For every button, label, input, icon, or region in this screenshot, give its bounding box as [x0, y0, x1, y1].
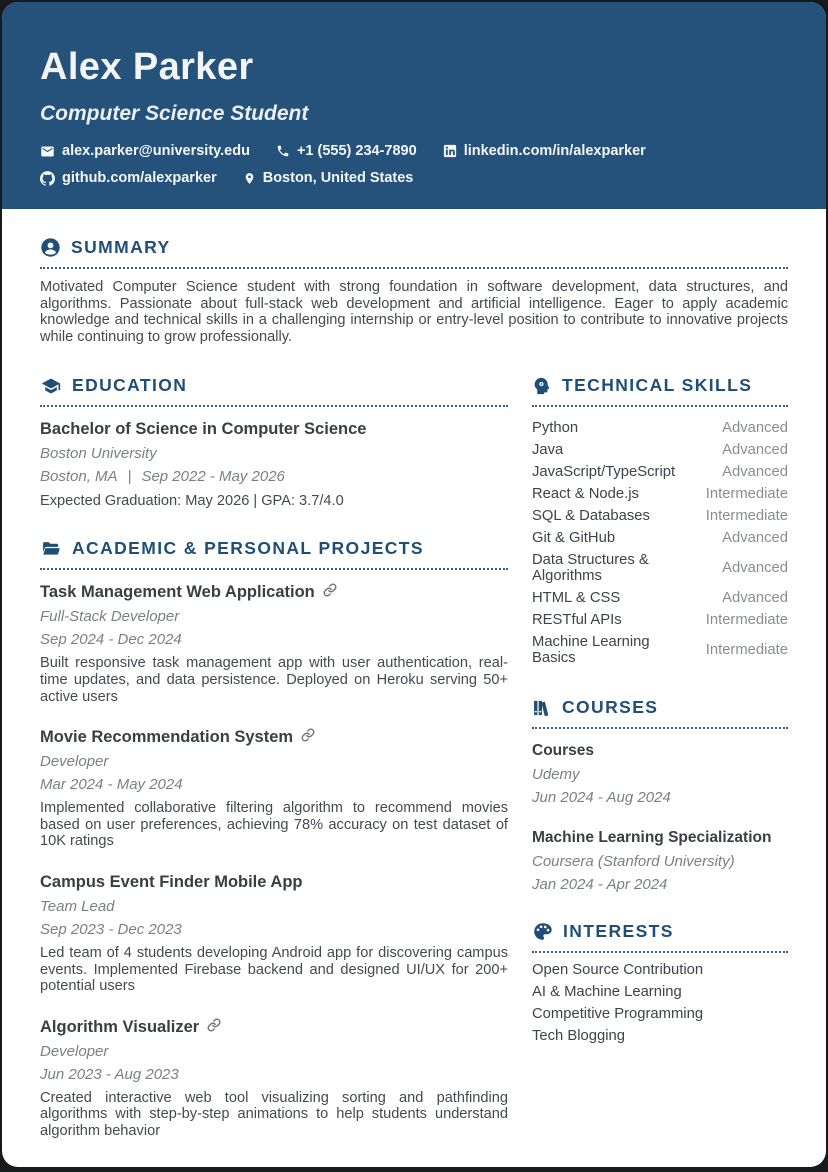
skill-level: Intermediate: [705, 508, 788, 525]
skill-name: Java: [532, 442, 564, 459]
skill-name: Git & GitHub: [532, 530, 616, 547]
skill-row: [532, 505, 788, 527]
education-dates: Sep 2022 - May 2026: [141, 468, 285, 486]
project-item: [40, 1017, 508, 1140]
course-dates: Jan 2024 - Apr 2024: [532, 876, 668, 894]
project-dates: Sep 2024 - Dec 2024: [40, 631, 182, 649]
skills-section: [532, 375, 788, 669]
summary-title: SUMMARY: [71, 237, 171, 257]
skill-name: Machine Learning Basics: [532, 634, 650, 667]
skill-row: [532, 549, 788, 587]
project-name: [40, 582, 508, 602]
skill-row: [532, 609, 788, 631]
skill-level: Advanced: [722, 464, 788, 481]
skill-level: Intermediate: [705, 612, 788, 629]
contact-github[interactable]: [40, 170, 217, 186]
interest-item: Open Source Contribution: [532, 962, 704, 979]
courses-title: COURSES: [562, 697, 659, 718]
contact-email-text: alex.parker@university.edu: [62, 143, 250, 159]
contact-phone-text: +1 (555) 234-7890: [296, 143, 417, 159]
project-name-text: Campus Event Finder Mobile App: [40, 872, 303, 891]
person-name: Alex Parker: [40, 46, 254, 88]
courses-section-header: [532, 697, 788, 729]
skill-level: Advanced: [722, 442, 788, 459]
project-dates: Mar 2024 - May 2024: [40, 776, 183, 794]
project-description: Created interactive web tool visualizing sorting and pathfinding algorithms with step-by-step animations to help students understand algorithm behavior: [40, 1089, 508, 1139]
contact-location: [243, 170, 414, 186]
projects-section: [40, 538, 508, 1139]
skill-row: [532, 461, 788, 483]
project-name: [40, 727, 508, 747]
school-name: Boston University: [40, 445, 157, 463]
contact-github-text: github.com/alexparker: [62, 170, 217, 186]
location-icon: [243, 171, 256, 186]
head-side-icon: [532, 376, 552, 396]
folder-open-icon: [40, 539, 62, 558]
skill-name: RESTful APIs: [532, 612, 622, 629]
education-section: [40, 375, 508, 510]
project-name-text: Task Management Web Application: [40, 583, 315, 602]
user-circle-icon: [40, 237, 61, 258]
project-role: Developer: [40, 753, 109, 771]
skill-level: Advanced: [722, 420, 788, 437]
link-icon[interactable]: [323, 582, 337, 602]
skill-name: SQL & Databases: [532, 508, 650, 525]
interests-section-header: [532, 921, 788, 953]
skill-name: React & Node.js: [532, 486, 639, 503]
contact-list: [40, 143, 680, 186]
skill-row: [532, 631, 788, 669]
skill-row: [532, 587, 788, 609]
skills-title: TECHNICAL SKILLS: [562, 375, 753, 396]
degree-name: Bachelor of Science in Computer Science: [40, 420, 367, 439]
skills-list: [532, 417, 788, 669]
course-item: [532, 741, 788, 806]
books-icon: [532, 698, 552, 718]
project-role: Team Lead: [40, 897, 115, 915]
project-role: Full-Stack Developer: [40, 608, 180, 626]
skill-row: [532, 527, 788, 549]
palette-icon: [532, 921, 553, 942]
summary-section-header: [40, 237, 788, 269]
education-location-dates: [40, 468, 508, 485]
skill-name: Python: [532, 420, 579, 437]
right-column: [532, 375, 788, 1139]
skill-name: JavaScript/TypeScript: [532, 464, 676, 481]
course-item: [532, 828, 788, 893]
project-name: [40, 872, 508, 892]
course-dates: Jun 2024 - Aug 2024: [532, 789, 671, 807]
email-icon: [40, 144, 55, 159]
project-dates: Sep 2023 - Dec 2023: [40, 920, 182, 938]
project-item: [40, 727, 508, 850]
course-provider: Coursera (Stanford University): [532, 853, 735, 871]
education-title: EDUCATION: [72, 375, 188, 396]
skill-level: Advanced: [722, 560, 788, 577]
github-icon: [40, 171, 55, 186]
project-item: [40, 872, 508, 995]
link-icon[interactable]: [301, 727, 315, 747]
skill-level: Intermediate: [705, 642, 788, 659]
project-description: Led team of 4 students developing Android app for discovering campus events. Implemented Firebase backend and designed UI/UX for 200+ potential users: [40, 944, 508, 995]
skill-name: HTML & CSS: [532, 590, 621, 607]
resume-header: [2, 2, 826, 209]
education-entry: [40, 419, 508, 510]
project-description: Built responsive task management app with user authentication, real-time updates, and data persistence. Deployed on Heroku serving 50+ active users: [40, 655, 508, 705]
project-dates: Jun 2023 - Aug 2023: [40, 1065, 179, 1083]
linkedin-icon: [443, 144, 457, 158]
skill-level: Advanced: [722, 530, 788, 547]
project-name: [40, 1017, 508, 1037]
left-column: [40, 375, 508, 1139]
contact-linkedin[interactable]: [443, 143, 646, 159]
skill-level: Intermediate: [705, 486, 788, 503]
link-icon[interactable]: [207, 1017, 221, 1037]
interests-title: INTERESTS: [563, 921, 674, 942]
skill-row: [532, 483, 788, 505]
skills-section-header: [532, 375, 788, 407]
projects-section-header: [40, 538, 508, 570]
divider: |: [127, 468, 132, 486]
project-description: Implemented collaborative filtering algorithm to recommend movies based on user preferences, achieving 78% accuracy on test dataset of 10K ratings: [40, 800, 508, 850]
two-column-layout: [40, 375, 788, 1139]
graduation-cap-icon: [40, 376, 62, 396]
education-location: Boston, MA: [40, 468, 118, 486]
contact-linkedin-text: linkedin.com/in/alexparker: [463, 143, 646, 159]
course-provider: Udemy: [532, 766, 580, 784]
projects-title: ACADEMIC & PERSONAL PROJECTS: [72, 538, 424, 559]
education-section-header: [40, 375, 508, 407]
interests-list: [532, 962, 788, 1045]
course-name: Courses: [532, 742, 595, 760]
summary-section: [40, 237, 788, 345]
skill-level: Advanced: [722, 590, 788, 607]
contact-phone[interactable]: [276, 143, 417, 159]
project-name-text: Movie Recommendation System: [40, 728, 294, 747]
education-note: Expected Graduation: May 2026 | GPA: 3.7/4.0: [40, 493, 344, 510]
interest-item: Competitive Programming: [532, 1006, 704, 1023]
phone-icon: [276, 144, 290, 158]
interest-item: AI & Machine Learning: [532, 984, 682, 1001]
resume-body: [2, 209, 826, 1140]
contact-email[interactable]: [40, 143, 250, 159]
project-item: [40, 582, 508, 705]
interest-item: Tech Blogging: [532, 1028, 625, 1045]
person-job-title: Computer Science Student: [40, 102, 309, 125]
courses-section: [532, 697, 788, 893]
skill-name: Data Structures & Algorithms: [532, 552, 649, 585]
interests-section: [532, 921, 788, 1045]
project-name-text: Algorithm Visualizer: [40, 1017, 200, 1036]
course-name: Machine Learning Specialization: [532, 829, 772, 847]
skill-row: [532, 439, 788, 461]
project-role: Developer: [40, 1042, 109, 1060]
resume-page: [2, 2, 826, 1167]
contact-location-text: Boston, United States: [262, 170, 414, 186]
skill-row: [532, 417, 788, 439]
summary-text: Motivated Computer Science student with strong foundation in software development, data structures, and algorithms. Passionate about full-stack web development and artificial intelligence. Eager to apply academic knowledge and technical skills in a challenging internship or entry-level position to contribute to innovative projects while continuing to grow professionally.: [40, 279, 788, 345]
